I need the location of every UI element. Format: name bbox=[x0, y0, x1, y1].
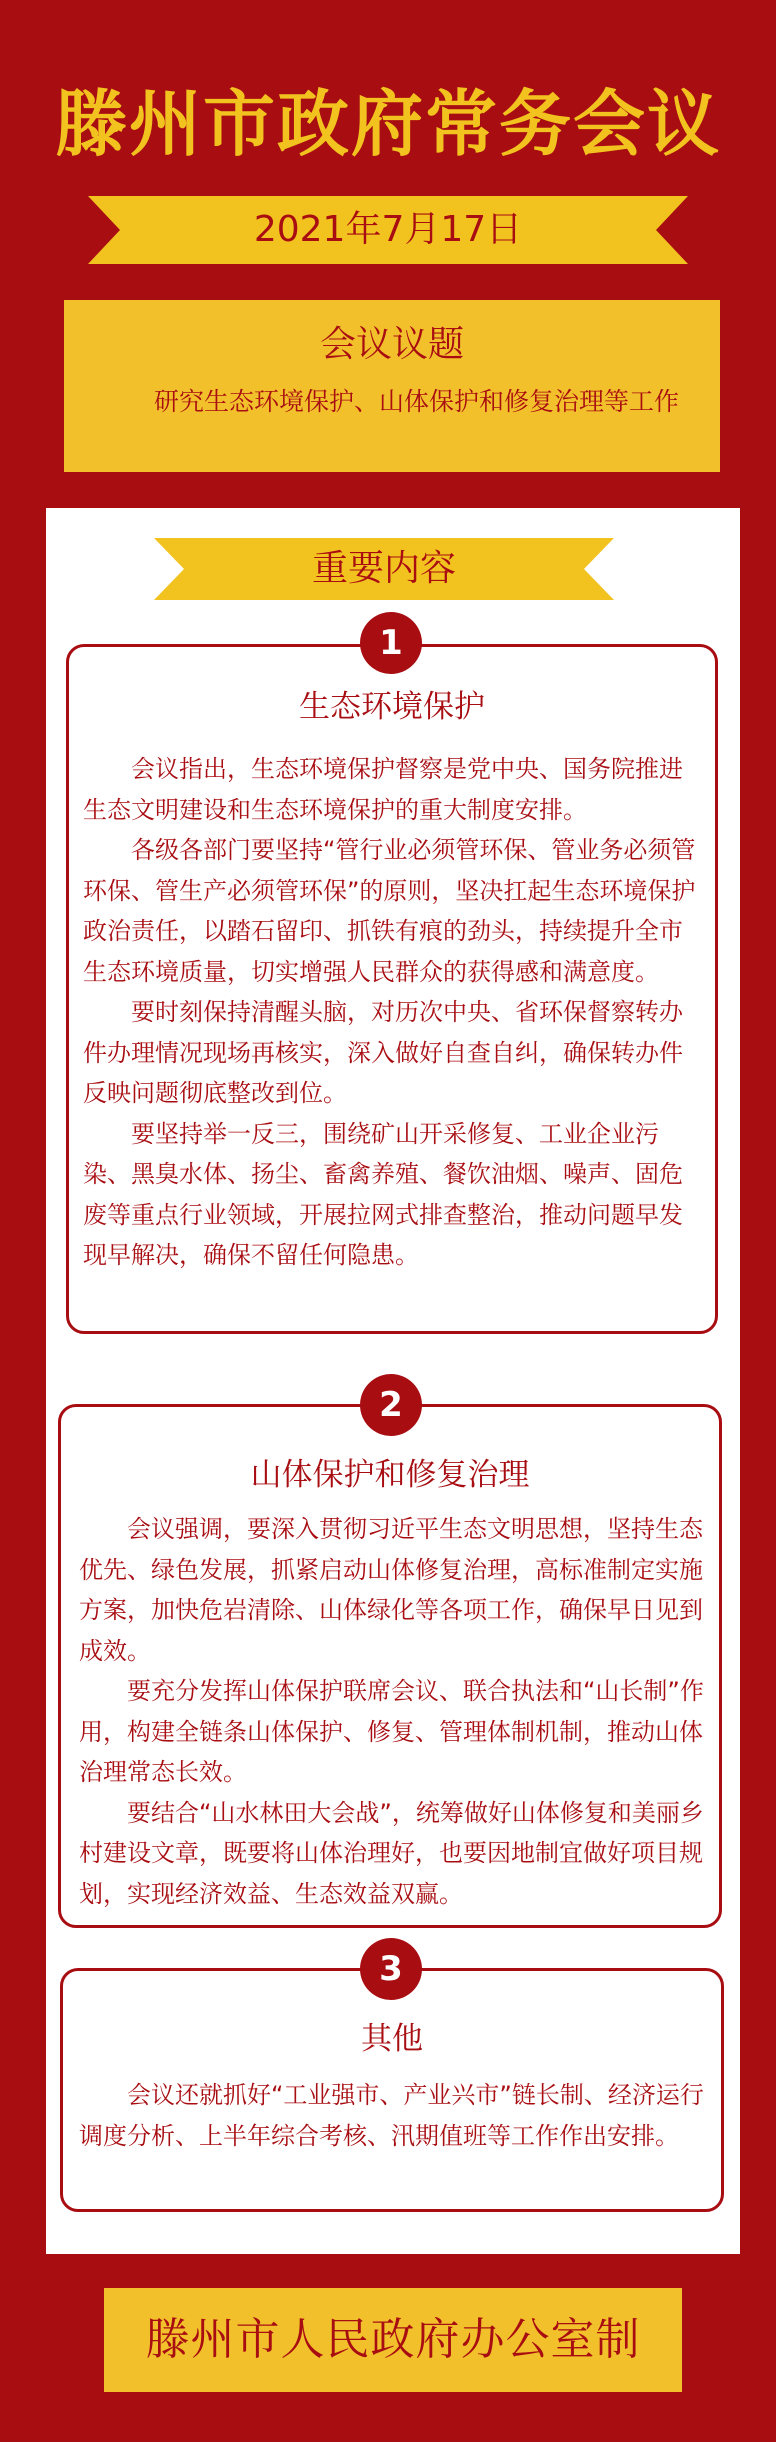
section-3-paragraph: 会议还就抓好“工业强市、产业兴市”链长制、经济运行调度分析、上半年综合考核、汛期值班等工作作出安排。 bbox=[79, 2081, 704, 2150]
footer-box bbox=[104, 2288, 682, 2392]
section-2-paragraph: 要充分发挥山体保护联席会议、联合执法和“山长制”作用，构建全链条山体保护、修复、管理体制机制，推动山体治理常态长效。 bbox=[79, 1677, 704, 1786]
section-2-number: 2 bbox=[360, 1374, 422, 1436]
section-1-box bbox=[66, 644, 718, 1334]
section-3-title: 其他 bbox=[361, 2021, 423, 2057]
topic-box bbox=[64, 300, 720, 472]
section-1-paragraph: 会议指出，生态环境保护督察是党中央、国务院推进生态文明建设和生态环境保护的重大制度安排。 bbox=[83, 755, 683, 824]
section-1-title: 生态环境保护 bbox=[299, 689, 485, 725]
topic-title: 会议议题 bbox=[319, 324, 464, 365]
section-2-box bbox=[58, 1404, 722, 1928]
topic-body: 研究生态环境保护、山体保护和修复治理等工作 bbox=[154, 387, 680, 416]
section-1-body bbox=[83, 749, 705, 1276]
section-3-number: 3 bbox=[360, 1938, 422, 2000]
important-title: 重要内容 bbox=[311, 548, 456, 589]
footer-text: 滕州市人民政府办公室制 bbox=[145, 2314, 641, 2365]
section-3-box bbox=[60, 1968, 724, 2212]
section-1-paragraph: 要时刻保持清醒头脑，对历次中央、省环保督察转办件办理情况现场再核实，深入做好自查自纠，确保转办件反映问题彻底整改到位。 bbox=[83, 998, 683, 1107]
important-ribbon bbox=[154, 538, 614, 600]
section-2-title: 山体保护和修复治理 bbox=[250, 1457, 530, 1493]
section-3-body bbox=[79, 2075, 707, 2156]
page-title: 滕州市政府常务会议 bbox=[54, 82, 721, 166]
section-1-paragraph: 各级各部门要坚持“管行业必须管环保、管业务必须管环保、管生产必须管环保”的原则，坚决扛起生态环境保护政治责任，以踏石留印、抓铁有痕的劲头，持续提升全市生态环境质量，切实增强人民群众的获得感和满意度。 bbox=[83, 836, 696, 986]
date-ribbon bbox=[88, 196, 688, 264]
section-2-paragraph: 会议强调，要深入贯彻习近平生态文明思想，坚持生态优先、绿色发展，抓紧启动山体修复治理，高标准制定实施方案，加快危岩清除、山体绿化等各项工作，确保早日见到成效。 bbox=[79, 1515, 703, 1665]
section-2-body bbox=[79, 1509, 707, 1914]
section-1-number: 1 bbox=[360, 612, 422, 674]
meeting-date: 2021年7月17日 bbox=[253, 209, 523, 250]
section-1-paragraph: 要坚持举一反三，围绕矿山开采修复、工业企业污染、黑臭水体、扬尘、畜禽养殖、餐饮油烟、噪声、固危废等重点行业领域，开展拉网式排查整治，推动问题早发现早解决，确保不留任何隐患。 bbox=[83, 1119, 683, 1269]
section-2-paragraph: 要结合“山水林田大会战”，统筹做好山体修复和美丽乡村建设文章，既要将山体治理好，也要因地制宜做好项目规划，实现经济效益、生态效益双赢。 bbox=[79, 1798, 704, 1908]
